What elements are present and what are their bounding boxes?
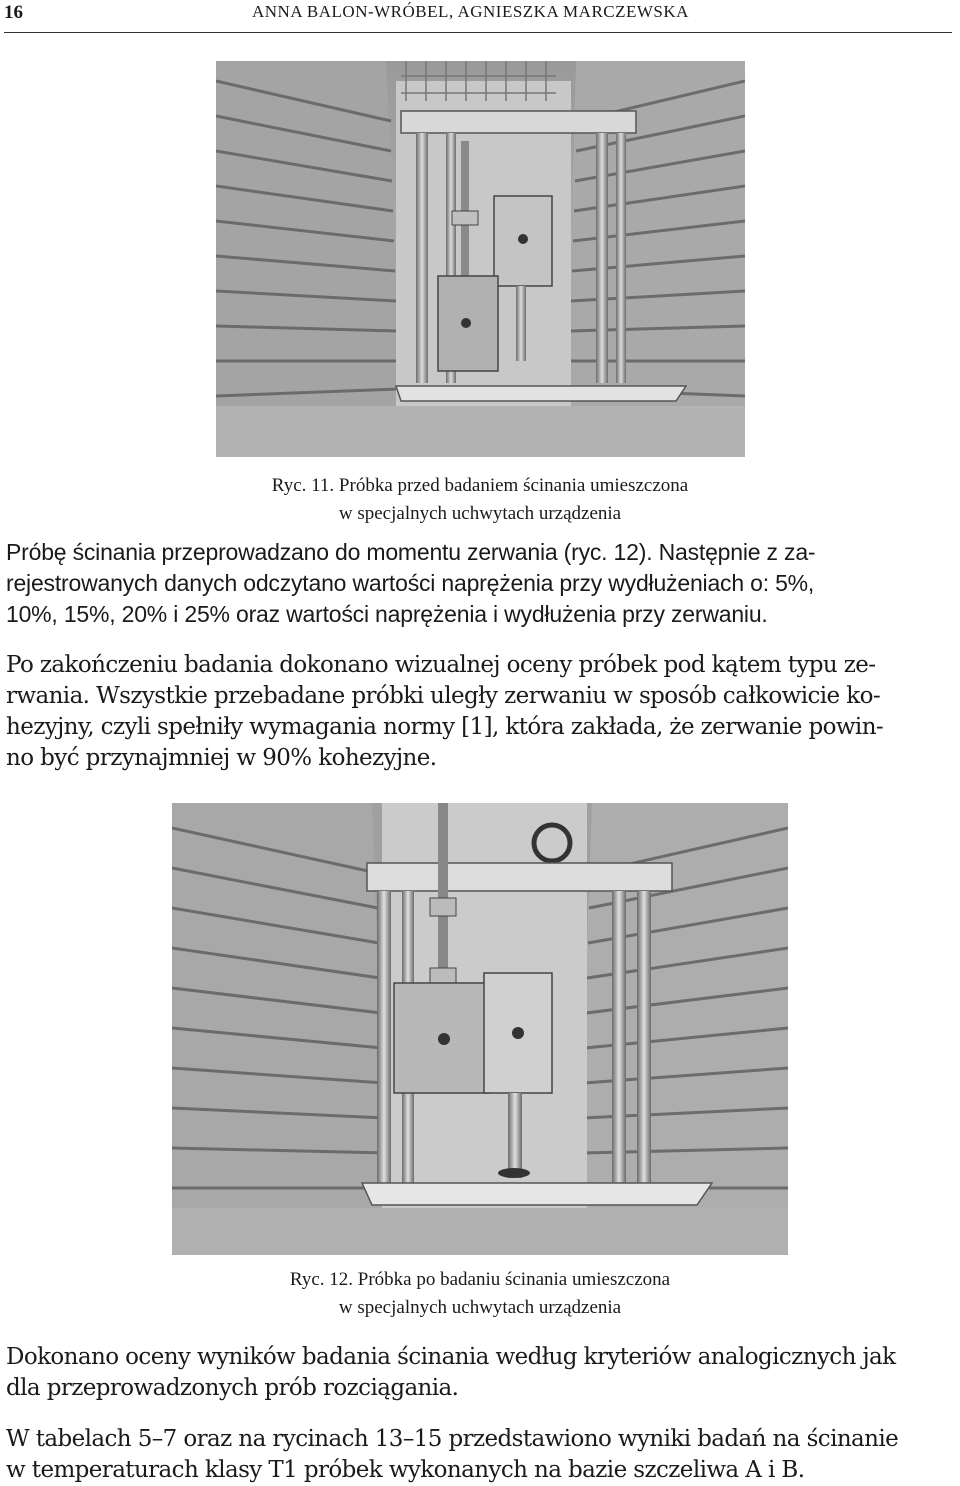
figure-12-caption bbox=[180, 1266, 780, 1322]
apparatus-after-test-image bbox=[172, 803, 788, 1255]
paragraph-line: rejestrowanych danych odczytano wartości naprężenia przy wydłużeniach o: 5%, bbox=[6, 570, 815, 596]
paragraph-line: rwania. Wszystkie przebadane próbki uległy zerwaniu w sposób całkowicie ko- bbox=[6, 683, 880, 709]
paragraph-shear-procedure bbox=[6, 537, 954, 630]
figure-11-photo bbox=[216, 61, 745, 457]
paragraph-line: hezyjny, czyli spełniły wymagania normy [1], która zakłada, że zerwanie powin- bbox=[6, 714, 884, 740]
paragraph-line: 10%, 15%, 20% i 25% oraz wartości naprężenia i wydłużenia przy zerwaniu. bbox=[6, 601, 768, 627]
paragraph-line: Dokonano oceny wyników badania ścinania według kryteriów analogicznych jak bbox=[6, 1344, 896, 1370]
paragraph-line: dla przeprowadzonych prób rozciągania. bbox=[6, 1375, 459, 1401]
paragraph-visual-assessment bbox=[6, 650, 954, 774]
header-rule bbox=[4, 32, 952, 33]
paragraph-line: w temperaturach klasy T1 próbek wykonanych na bazie szczeliwa A i B. bbox=[6, 1457, 805, 1483]
paragraph-line: no być przynajmniej w 90% kohezyjne. bbox=[6, 745, 437, 771]
figure-12-photo bbox=[172, 803, 788, 1255]
paragraph-line: Po zakończeniu badania dokonano wizualnej oceny próbek pod kątem typu ze- bbox=[6, 652, 876, 678]
running-head bbox=[4, 2, 952, 26]
paragraph-results-reference bbox=[6, 1424, 954, 1486]
figure-12-caption-line-2: w specjalnych uchwytach urządzenia bbox=[338, 1297, 622, 1318]
paragraph-line: Próbę ścinania przeprowadzano do momentu zerwania (ryc. 12). Następnie z za- bbox=[6, 539, 816, 565]
figure-11-caption bbox=[180, 472, 780, 528]
page-number: 16 bbox=[4, 2, 23, 23]
paragraph-evaluation-criteria bbox=[6, 1342, 954, 1404]
running-title: ANNA BALON-WRÓBEL, AGNIESZKA MARCZEWSKA bbox=[252, 2, 689, 21]
figure-11-caption-line-1: Ryc. 11. Próbka przed badaniem ścinania umieszczona bbox=[271, 475, 689, 496]
figure-11-caption-line-2: w specjalnych uchwytach urządzenia bbox=[338, 503, 622, 524]
apparatus-before-test-image bbox=[216, 61, 745, 457]
figure-12-caption-line-1: Ryc. 12. Próbka po badaniu ścinania umieszczona bbox=[289, 1269, 671, 1290]
paragraph-line: W tabelach 5–7 oraz na rycinach 13–15 przedstawiono wyniki badań na ścinanie bbox=[6, 1426, 899, 1452]
